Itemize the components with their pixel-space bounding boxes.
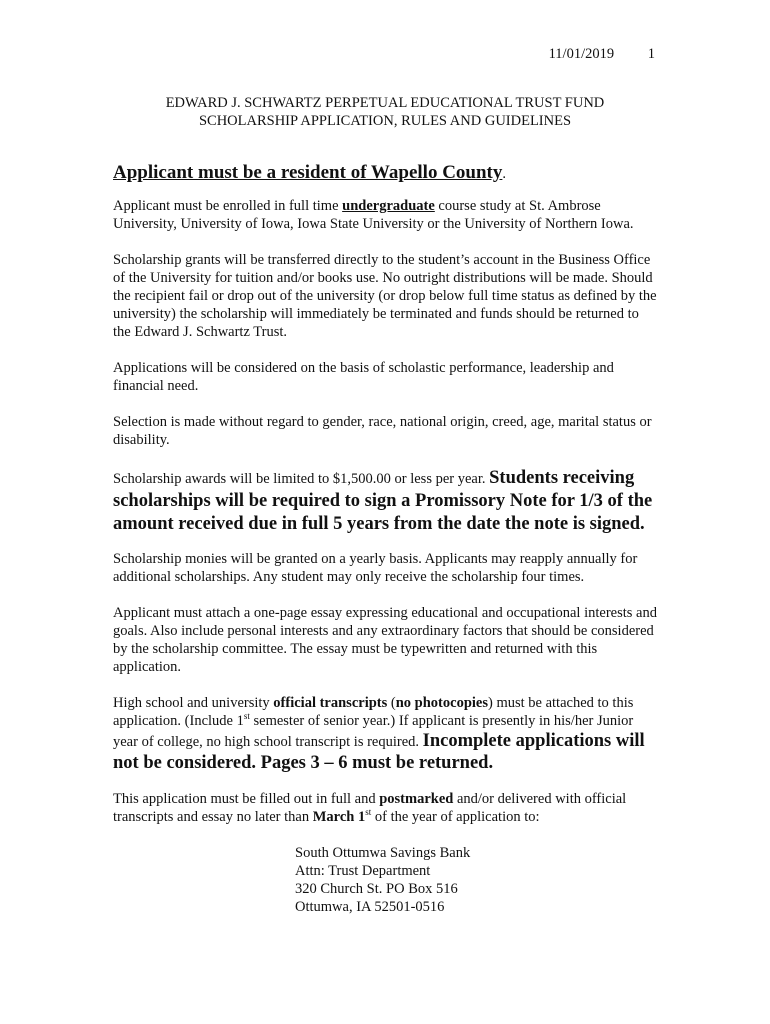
enrollment-emphasis: undergraduate — [342, 198, 435, 214]
official-transcripts-emphasis: official transcripts — [273, 695, 388, 711]
residency-period: . — [502, 166, 506, 182]
awards-paragraph — [113, 467, 658, 536]
title-line-2: SCHOLARSHIP APPLICATION, RULES AND GUIDELINES — [198, 113, 572, 129]
header-date: 11/01/2019 — [548, 46, 615, 62]
deadline-post: of the year of application to: — [371, 809, 540, 825]
address-line-2: Attn: Trust Department — [295, 863, 431, 879]
enrollment-paragraph — [113, 197, 658, 233]
incomplete-applications-notice: Incomplete applications will not be considered. Pages 3 – 6 must be returned. — [113, 731, 645, 773]
promissory-note-notice: Students receiving scholarships will be required to sign a Promissory Note for 1/3 of the amount received due in full 5 years from the date the note is signed. — [113, 468, 653, 534]
awards-pre: Scholarship awards will be limited to $1,500.00 or less per year. — [113, 471, 490, 487]
deadline-paragraph — [113, 790, 658, 826]
title-line-1: EDWARD J. SCHWARTZ PERPETUAL EDUCATIONAL TRUST FUND — [165, 95, 605, 111]
transcripts-mid2: ) must be attached to this application. (Include 1 — [113, 695, 634, 729]
residency-requirement — [113, 164, 658, 183]
page-number: 1 — [647, 46, 655, 62]
page-header — [549, 46, 655, 63]
transcripts-pre: High school and university — [113, 695, 274, 711]
postmarked-emphasis: postmarked — [379, 791, 454, 807]
document-body — [113, 164, 658, 844]
document-title — [0, 94, 770, 130]
deadline-pre: This application must be filled out in full and — [113, 791, 380, 807]
deadline-date: March 1 — [312, 809, 366, 825]
transcripts-paragraph — [113, 694, 658, 774]
deadline-mid: and/or delivered with official transcripts and essay no later than — [113, 791, 627, 825]
basis-paragraph: Applications will be considered on the basis of scholastic performance, leadership and financial need. — [113, 360, 614, 394]
essay-paragraph: Applicant must attach a one-page essay expressing educational and occupational interests and goals. Also include personal interests and any extraordinary factors that should be considered by the scholarship committee. The essay must be typewritten and returned with this application. — [113, 605, 657, 675]
transcripts-mid3: semester of senior year.) If applicant is presently in his/her Junior year of college, no high school transcript is required. — [113, 713, 634, 750]
mailing-address — [295, 844, 470, 916]
residency-heading: Applicant must be a resident of Wapello County — [113, 162, 503, 183]
selection-paragraph: Selection is made without regard to gender, race, national origin, creed, age, marital status or disability. — [113, 414, 652, 448]
enrollment-post: course study at St. Ambrose University, University of Iowa, Iowa State University or the University of Northern Iowa. — [113, 198, 634, 232]
address-line-3: 320 Church St. PO Box 516 — [295, 881, 458, 897]
yearly-paragraph: Scholarship monies will be granted on a yearly basis. Applicants may reapply annually for additional scholarships. Any student may only receive the scholarship four times. — [113, 551, 638, 585]
transcripts-mid1: ( — [387, 695, 396, 711]
enrollment-pre: Applicant must be enrolled in full time — [113, 198, 343, 214]
address-line-4: Ottumwa, IA 52501-0516 — [295, 899, 445, 915]
address-line-1: South Ottumwa Savings Bank — [295, 845, 471, 861]
deadline-superscript: st — [365, 807, 372, 818]
transcripts-superscript: st — [243, 711, 250, 722]
grants-paragraph: Scholarship grants will be transferred directly to the student’s account in the Business Office of the University for tuition and/or books use. No outright distributions will be made. Should the recipient fail or drop out of the university (or drop below full time status as defined by the university) the scholarship will immediately be terminated and funds should be returned to the Edward J. Schwartz Trust. — [113, 252, 657, 340]
no-photocopies-emphasis: no photocopies — [395, 695, 488, 711]
